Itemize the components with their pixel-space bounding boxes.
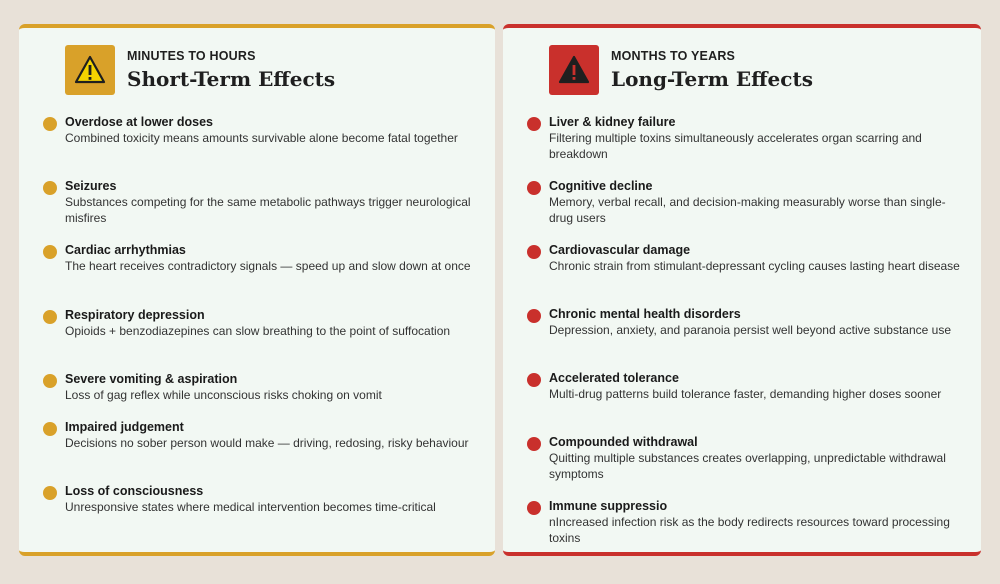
long-term-card — [503, 24, 981, 556]
item-description: The heart receives contradictory signals — speed up and slow down at once — [65, 259, 471, 273]
item-title: Accelerated tolerance — [549, 371, 679, 385]
list-item — [43, 114, 481, 146]
bullet-dot — [43, 117, 57, 131]
list-item — [527, 114, 967, 162]
item-title: Severe vomiting & aspiration — [65, 372, 238, 386]
item-description: Depression, anxiety, and paranoia persist well beyond active substance use — [549, 323, 952, 337]
item-title: Impaired judgement — [65, 420, 184, 434]
item-title: Chronic mental health disorders — [549, 307, 741, 321]
bullet-dot — [43, 486, 57, 500]
list-item — [527, 370, 967, 402]
bullet-dot — [527, 245, 541, 259]
item-description: Multi-drug patterns build tolerance faster, demanding higher doses sooner — [549, 387, 942, 401]
short-term-eyebrow: MINUTES TO HOURS — [127, 49, 256, 63]
bullet-dot — [43, 245, 57, 259]
bullet-dot — [527, 373, 541, 387]
item-description: Memory, verbal recall, and decision-making measurably worse than single-drug users — [549, 195, 946, 225]
item-title: Liver & kidney failure — [549, 115, 676, 129]
item-description: Opioids + benzodiazepines can slow breathing to the point of suffocation — [65, 324, 451, 338]
bullet-dot — [527, 437, 541, 451]
long-term-header — [549, 45, 813, 95]
item-description: Unresponsive states where medical intervention becomes time-critical — [65, 500, 436, 514]
bullet-dot — [527, 309, 541, 323]
list-item — [527, 306, 967, 338]
item-description: Chronic strain from stimulant-depressant cycling causes lasting heart disease — [549, 259, 960, 273]
bullet-dot — [527, 117, 541, 131]
list-item — [43, 371, 481, 403]
item-description: Quitting multiple substances creates overlapping, unpredictable withdrawal symptoms — [549, 451, 946, 481]
bullet-dot — [527, 501, 541, 515]
short-term-header — [65, 45, 335, 95]
list-item — [43, 483, 481, 515]
item-description: Decisions no sober person would make — driving, redosing, risky behaviour — [65, 436, 469, 450]
item-title: Immune suppressio — [549, 499, 668, 513]
long-term-title: Long-Term Effects — [611, 67, 813, 91]
short-term-card — [19, 24, 495, 556]
short-term-title: Short-Term Effects — [127, 67, 336, 91]
item-title: Cognitive decline — [549, 179, 653, 193]
bullet-dot — [43, 422, 57, 436]
warning-icon — [549, 45, 599, 95]
item-title: Loss of consciousness — [65, 484, 204, 498]
item-title: Seizures — [65, 179, 117, 193]
list-item — [43, 242, 481, 274]
bullet-dot — [43, 310, 57, 324]
item-title: Cardiovascular damage — [549, 243, 691, 257]
item-title: Cardiac arrhythmias — [65, 243, 186, 257]
item-description: Filtering multiple toxins simultaneously accelerates organ scarring and breakdown — [549, 131, 922, 161]
item-description: Substances competing for the same metabolic pathways trigger neurological misfires — [65, 195, 471, 225]
list-item — [527, 242, 967, 274]
item-title: Respiratory depression — [65, 308, 205, 322]
bullet-dot — [43, 181, 57, 195]
list-item — [43, 307, 481, 339]
long-term-eyebrow: MONTHS TO YEARS — [611, 49, 736, 63]
item-title: Compounded withdrawal — [549, 435, 698, 449]
bullet-dot — [43, 374, 57, 388]
item-description: nIncreased infection risk as the body redirects resources toward processing toxins — [549, 515, 950, 545]
list-item — [43, 178, 481, 226]
item-description: Combined toxicity means amounts survivable alone become fatal together — [65, 131, 458, 145]
warning-icon — [65, 45, 115, 95]
item-title: Overdose at lower doses — [65, 115, 213, 129]
list-item — [527, 498, 967, 546]
bullet-dot — [527, 181, 541, 195]
list-item — [527, 178, 967, 226]
list-item — [527, 434, 967, 482]
item-description: Loss of gag reflex while unconscious risks choking on vomit — [65, 388, 382, 402]
list-item — [43, 419, 481, 451]
